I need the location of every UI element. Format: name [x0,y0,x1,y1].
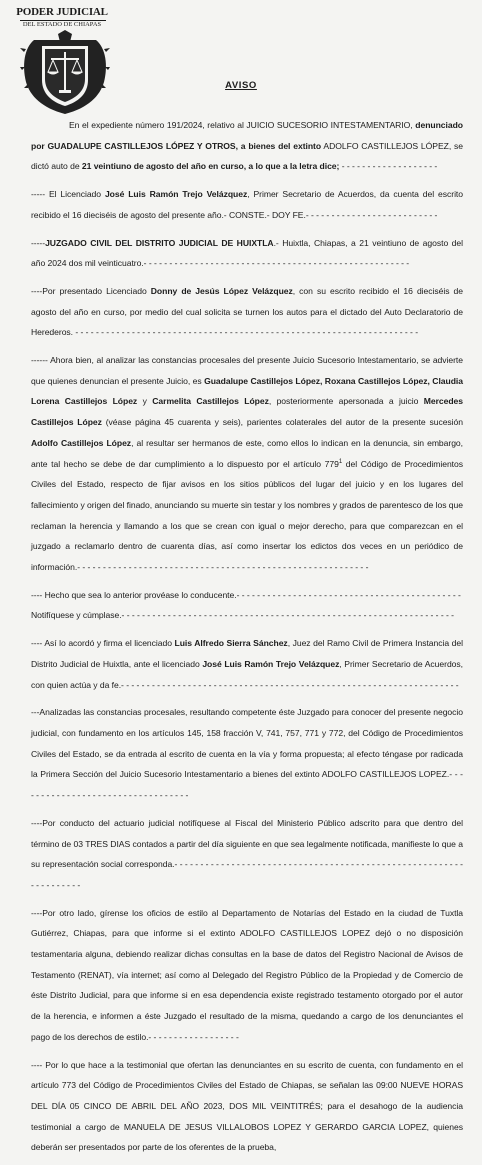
org-subtitle: DEL ESTADO DE CHIAPAS [22,21,102,28]
paragraph-3 [31,233,463,274]
paragraph-1 [31,115,463,177]
p5-bold-b: Guadalupe Castillejos López, Roxana Castillejos López, Claudia Lorena Castillejos López [31,375,463,407]
p5-bold-h: Adolfo Castillejos López [31,437,132,448]
title-text: AVISO [225,80,257,91]
footnote-marker: 1 [338,458,343,465]
p7-text-e: , Primer Secretario de Acuerdos, con quien actúa y da fe.- - - - - - - - - - - - - - - - - - - - - - - - - - - - - - - - - - - - - - - - - - - - - - - - - - - - - - - - - - - - - - - - - - [31,658,463,690]
p2-bold-b: José Luis Ramón Trejo Velázquez [104,189,248,200]
p5-text-g: (véase página 45 cuarenta y seis), parientes colaterales del autor de la presente sucesión [101,417,463,428]
paragraph-7 [31,633,463,695]
p7-bold-b: Luis Alfredo Sierra Sánchez [174,638,288,649]
p1-text-e: - - - - - - - - - - - - - - - - - - - [339,161,438,172]
p4-text-a: ----Por presentado Licenciado [31,285,151,296]
p1-text-c: ADOLFO CASTILLEJOS LÓPEZ, se dictó auto de [31,140,463,172]
p7-bold-d: José Luis Ramón Trejo Velázquez [202,658,340,669]
p5-text-i: , al resultar ser hermanos de este, como ellos lo indican en la denuncia, sin embargo, ante tal hecho se debe de dar cumplimiento a lo dispuesto por el artículo 779 [31,437,464,469]
p5-bold-d: Carmelita Castillejos López [152,396,269,407]
p1-bold-b: denunciado por GUADALUPE CASTILLEJOS LÓPEZ Y OTROS, a bienes del extinto [31,120,463,151]
p4-bold-b: Donny de Jesús López Velázquez [150,285,293,296]
p5-text-c: y [137,396,153,407]
letterhead [8,4,110,116]
p5-text-j: del Código de Procedimientos Civiles del Estado, respecto de fijar avisos en los sitios públicos del lugar del juicio y en los lugares del fallecimiento y origen del finado, anunciando su muerte sin testar y los nombres y grados de parentesco de los que reclaman la herencia y llamando a los que se crean con igual o mejor derecho, para que comparezcan en el juzgado a reclamarlo dentro de cuarenta días, así como insertar los edictos dos veces en un periódico de información.- - - - - - - - - - - - - - - - - - - - - - - - - - - - - - - - - - - - - - - - - - - - - - - - - - - - - - - - - [31,458,463,573]
p7-text-c: , Juez del Ramo Civil de Primera Instancia del Distrito Judicial de Huixtla, ante el licenciado [31,638,463,669]
p3-text-c: .- Huixtla, Chiapas, a 21 veintiuno de agosto del año 2024 dos mil veinticuatro.- - - - - - - - - - - - - - - - - - - - - - - - - - - - - - - - - - - - - - - - - - - - - - - - - - - - [31,237,463,269]
paragraph-11: ---- Por lo que hace a la testimonial que ofertan las denunciantes en su escrito de cuenta, con fundamento en el artículo 773 del Código de Procedimientos Civiles del Estado de Chiapas, se señalan las 09:00 NUEVE HORAS DEL DÍA 05 CINCO DE ABRIL DEL AÑO 2023, DOS MIL VEINTITRÉS; para el desahogo de la audiencia testimonial a cargo de MANUELA DE JESUS VILLALOBOS LOPEZ Y GERARDO GARCIA LOPEZ, quienes deberán ser presentados por parte de los oferentes de la prueba, [31,1059,463,1153]
p1-text-a: En el expediente número 191/2024, relativo al JUICIO SUCESORIO INTESTAMENTARIO, [69,120,416,130]
p1-bold-d: 21 veintiuno de agosto del año en curso, a lo que a la letra dice; [81,161,340,172]
p5-text-a: ------ Ahora bien, al analizar las constancias procesales del presente Juicio Sucesorio Intestamentario, se advierte que quienes denuncian el presente Juicio, es [31,355,463,386]
paragraph-8: ---Analizadas las constancias procesales, resultando competente éste Juzgado para conocer del presente negocio judicial, con fundamento en los artículos 145, 158 fracción V, 741, 757, 771 y 772, del Código de Procedimientos Civiles del Estado, se da entrada al escrito de cuenta en la vía y forma propuesta; al efecto téngase por radicada la Primera Sección del Juicio Sucesorio Intestamentario a bienes del extinto ADOLFO CASTILLEJOS LOPEZ.- - - - - - - - - - - - - - - - - - - - - - - - - - - - - - - - - - [31,707,463,801]
p3-bold-b: JUZGADO CIVIL DEL DISTRITO JUDICIAL DE HUIXTLA [45,237,274,248]
p2-text-c: , Primer Secretario de Acuerdos, da cuenta del escrito recibido el 16 dieciséis de agosto del presente año.- CONSTE.- DOY FE.- - - - - - - - - - - - - - - - - - - - - - - - - - [31,189,464,220]
paragraph-10: ----Por otro lado, gírense los oficios de estilo al Departamento de Notarías del Estado en la ciudad de Tuxtla Gutiérrez, Chiapas, para que informe si el extinto ADOLFO CASTILLEJOS LOPEZ dejó o no disposición testamentaria alguna, debiendo realizar dichas consultas en la base de datos del Registro Nacional de Avisos de Testamento (RENAT), vía internet; así como al Delegado del Registro Público de la Propiedad y de Comercio de éste Distrito Judicial, para que informe si en esa dependencia existe registrado testamento otorgado por el autor de la herencia, e informen a éste Juzgado el resultado de la misma, quedando a cargo de los denunciantes el pago de los derechos de estilo.- - - - - - - - - - - - - - - - - - [31,907,463,1042]
document-title [0,80,482,91]
p5-bold-f: Mercedes Castillejos López [31,396,463,428]
org-name: PODER JUDICIAL [16,6,108,18]
paragraph-4 [31,281,463,343]
p3-text-a: ----- [31,237,46,248]
court-emblem-icon [20,30,110,116]
document-body [31,115,463,1165]
paragraph-9: ----Por conducto del actuario judicial notifíquese al Fiscal del Ministerio Público adscrito para que dentro del término de 03 TRES DIAS contados a partir del día siguiente en que sea legalmente notificada, manifieste lo que a su representación social corresponda.- - - - - - - - - - - - - - - - - - - - - - - - - - - - - - - - - - - - - - - - - - - - - - - - - - - - - - - - - - - - - - - - - - [31,817,463,890]
p7-text-a: ---- Así lo acordó y firma el licenciado [31,638,175,649]
p5-text-e: , posteriormente apersonada a juicio [268,396,424,407]
paragraph-6a: ---- Hecho que sea lo anterior provéase lo conducente.- - - - - - - - - - - - - - - - - - - - - - - - - - - - - - - - - - - - - - - - - - - - [31,589,461,600]
p4-text-c: , con su escrito recibido el 16 dieciséis de agosto del año en curso, por medio del cual solicita se turnen los autos para el dictado del Auto Declaratorio de Herederos. - - - - - - - - - - - - - - - - - - - - - - - - - - - - - - - - - - - - - - - - - - - - - - - - - - - - - - - - - - - - - - - - - - - [31,285,463,338]
paragraph-2 [31,184,463,225]
paragraph-5 [31,350,463,578]
p2-text-a: ----- El Licenciado [31,189,105,200]
paragraph-6b: Notifíquese y cúmplase.- - - - - - - - - - - - - - - - - - - - - - - - - - - - - - - - - - - - - - - - - - - - - - - - - - - - - - - - - - - - - - - - - [31,610,454,621]
